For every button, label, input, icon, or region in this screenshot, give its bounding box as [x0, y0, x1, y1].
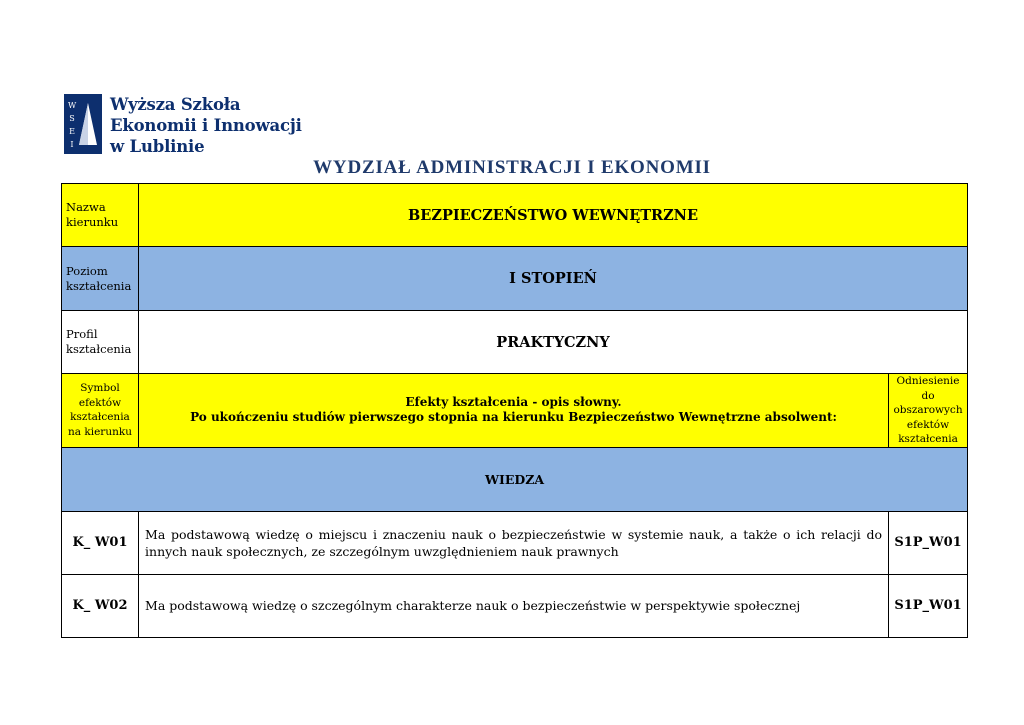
label-line: Profil — [66, 327, 98, 341]
effect-code: K_ W01 — [62, 511, 139, 574]
emblem-letter: I — [70, 140, 74, 149]
education-profile-row — [62, 311, 968, 374]
curriculum-table — [61, 183, 968, 638]
header-line: kształcenia — [70, 411, 130, 424]
education-level-row — [62, 247, 968, 311]
header-line: Symbol — [80, 382, 120, 395]
emblem-letter: E — [69, 127, 75, 136]
effect-reference: S1P_W01 — [889, 574, 968, 637]
header-line: kształcenia — [898, 433, 958, 445]
section-row — [62, 447, 968, 511]
emblem-letters — [68, 99, 76, 151]
program-name-row — [62, 184, 968, 247]
education-profile-label — [62, 311, 139, 374]
label-line: Nazwa — [66, 200, 106, 214]
label-line: Poziom — [66, 263, 108, 278]
emblem-letter: S — [69, 114, 75, 123]
education-level-label — [62, 247, 139, 311]
label-line: kształcenia — [66, 278, 132, 293]
table-row — [62, 511, 968, 574]
header-line: efektów — [906, 418, 950, 431]
logo-line: w Lublinie — [110, 137, 205, 156]
header-line: do — [921, 389, 935, 402]
header-line: Efekty kształcenia - opis słowny. — [405, 395, 622, 410]
header-line: Odniesienie — [896, 375, 960, 387]
table-row — [62, 574, 968, 637]
section-title: WIEDZA — [62, 447, 968, 511]
reference-header — [889, 374, 968, 448]
label-line: kierunku — [66, 215, 119, 229]
logo-line: Wyższa Szkoła — [110, 95, 241, 114]
program-name-value: BEZPIECZEŃSTWO WEWNĘTRZNE — [139, 184, 968, 247]
faculty-title: WYDZIAŁ ADMINISTRACJI I EKONOMII — [313, 157, 711, 178]
effect-description: Ma podstawową wiedzę o szczególnym charakterze nauk o bezpieczeństwie w perspektywie społecznej — [139, 574, 889, 637]
education-profile-value: PRAKTYCZNY — [139, 311, 968, 374]
symbol-header — [62, 374, 139, 448]
header-line: Po ukończeniu studiów pierwszego stopnia na kierunku Bezpieczeństwo Wewnętrzne absolwent: — [190, 410, 837, 425]
emblem-letter: W — [68, 101, 77, 110]
logo-wordmark — [110, 94, 302, 157]
effects-description-header — [139, 374, 889, 448]
wsei-emblem-icon — [64, 94, 102, 154]
program-name-label — [62, 184, 139, 247]
effect-reference: S1P_W01 — [889, 511, 968, 574]
education-level-value: I STOPIEŃ — [139, 247, 968, 311]
header-line: na kierunku — [68, 425, 132, 438]
header-line: obszarowych — [893, 404, 963, 416]
effects-header-row — [62, 374, 968, 448]
header-line: efektów — [78, 396, 122, 409]
spire-icon — [77, 101, 99, 149]
effect-description: Ma podstawową wiedzę o miejscu i znaczeniu nauk o bezpieczeństwie w systemie nauk, a także o ich relacji do innych nauk społecznych, ze szczególnym uwzględnieniem nauk prawnych — [139, 511, 889, 574]
effect-code: K_ W02 — [62, 574, 139, 637]
university-logo — [64, 94, 302, 157]
logo-line: Ekonomii i Innowacji — [110, 116, 302, 135]
label-line: kształcenia — [66, 342, 132, 356]
